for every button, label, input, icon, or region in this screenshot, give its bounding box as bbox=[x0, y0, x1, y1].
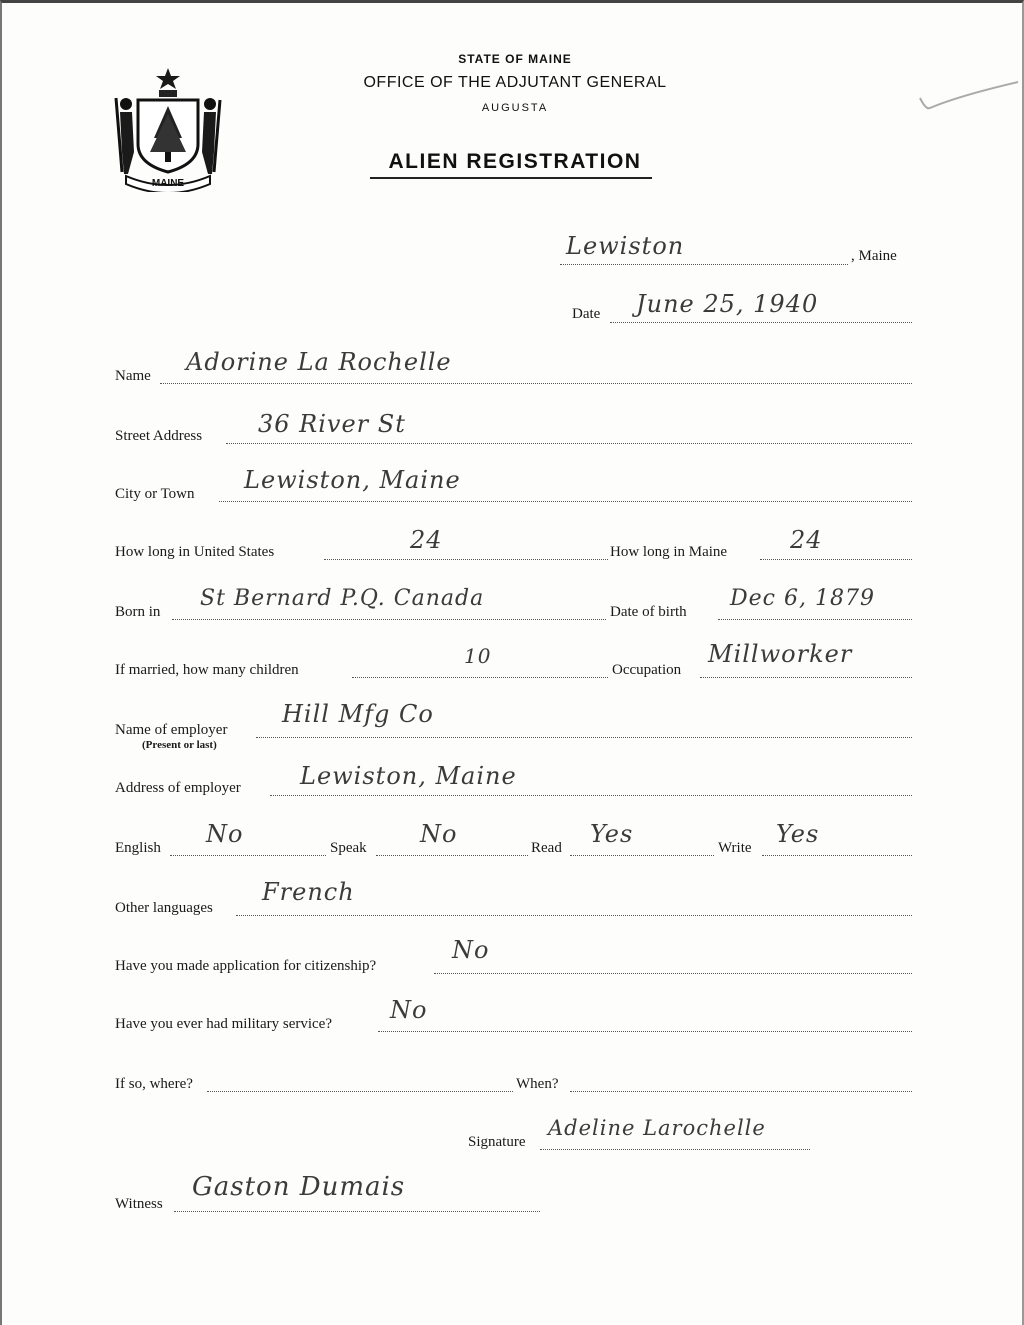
how-long-maine-line bbox=[760, 559, 912, 560]
witness-line bbox=[174, 1211, 540, 1212]
header-office: OFFICE OF THE ADJUTANT GENERAL bbox=[363, 74, 667, 91]
date-of-birth-line bbox=[718, 619, 912, 620]
citizenship-entry: No bbox=[452, 936, 490, 964]
how-long-maine-label: How long in Maine bbox=[610, 544, 728, 560]
children-label: If married, how many children bbox=[115, 662, 299, 678]
name-label: Name bbox=[115, 368, 151, 384]
speak-line bbox=[376, 855, 528, 856]
how-long-us-line bbox=[324, 559, 608, 560]
seal-label: MAINE bbox=[151, 178, 185, 189]
how-long-us-label: How long in United States bbox=[115, 544, 275, 560]
witness-entry: Gaston Dumais bbox=[192, 1172, 406, 1202]
date-of-birth-label: Date of birth bbox=[610, 604, 687, 620]
occupation-entry: Millworker bbox=[708, 640, 853, 668]
write-label: Write bbox=[718, 840, 752, 856]
how-long-us-entry: 24 bbox=[410, 526, 443, 554]
employer-address-label: Address of employer bbox=[115, 780, 241, 796]
occupation-line bbox=[700, 677, 912, 678]
english-entry: No bbox=[206, 820, 244, 848]
name-entry: Adorine La Rochelle bbox=[186, 348, 452, 376]
born-in-entry: St Bernard P.Q. Canada bbox=[200, 586, 485, 611]
military-entry: No bbox=[390, 996, 428, 1024]
city-line bbox=[219, 501, 912, 502]
speak-entry: No bbox=[420, 820, 458, 848]
header-city: AUGUSTA bbox=[481, 102, 549, 114]
maine-label: , Maine bbox=[851, 248, 897, 264]
read-label: Read bbox=[531, 840, 562, 856]
town-line bbox=[560, 264, 848, 265]
town-entry: Lewiston bbox=[566, 232, 685, 260]
speak-label: Speak bbox=[330, 840, 367, 856]
children-line bbox=[352, 677, 608, 678]
city-entry: Lewiston, Maine bbox=[244, 466, 461, 494]
born-in-label: Born in bbox=[115, 604, 161, 620]
employer-address-entry: Lewiston, Maine bbox=[300, 762, 517, 790]
employer-entry: Hill Mfg Co bbox=[282, 700, 434, 728]
citizenship-line bbox=[434, 973, 912, 974]
military-line bbox=[378, 1031, 912, 1032]
date-label: Date bbox=[572, 306, 601, 322]
write-entry: Yes bbox=[776, 820, 820, 848]
street-address-entry: 36 River St bbox=[258, 410, 406, 438]
state-seal-icon bbox=[112, 64, 224, 192]
signature-line bbox=[540, 1149, 810, 1150]
english-line bbox=[170, 855, 326, 856]
english-label: English bbox=[115, 840, 161, 856]
other-languages-label: Other languages bbox=[115, 900, 213, 916]
employer-address-line bbox=[270, 795, 912, 796]
date-line bbox=[610, 322, 912, 323]
street-address-line bbox=[226, 443, 912, 444]
witness-label: Witness bbox=[115, 1196, 163, 1212]
where-line bbox=[207, 1091, 513, 1092]
signature-label: Signature bbox=[468, 1134, 526, 1150]
read-entry: Yes bbox=[590, 820, 634, 848]
date-of-birth-entry: Dec 6, 1879 bbox=[730, 586, 875, 611]
other-languages-entry: French bbox=[262, 878, 355, 906]
date-entry: June 25, 1940 bbox=[636, 290, 819, 318]
born-in-line bbox=[172, 619, 606, 620]
when-label: When? bbox=[516, 1076, 559, 1092]
signature-entry: Adeline Larochelle bbox=[548, 1116, 766, 1140]
header-state: STATE OF MAINE bbox=[458, 52, 572, 66]
title-underline bbox=[370, 177, 652, 179]
employer-label: Name of employer bbox=[115, 722, 228, 738]
read-line bbox=[570, 855, 714, 856]
where-label: If so, where? bbox=[115, 1076, 193, 1092]
occupation-label: Occupation bbox=[612, 662, 682, 678]
check-mark-icon bbox=[918, 80, 1024, 120]
when-line bbox=[570, 1091, 912, 1092]
citizenship-label: Have you made application for citizenship? bbox=[115, 958, 377, 974]
write-line bbox=[762, 855, 912, 856]
other-languages-line bbox=[236, 915, 912, 916]
city-label: City or Town bbox=[115, 486, 195, 502]
street-address-label: Street Address bbox=[115, 428, 203, 444]
employer-line bbox=[256, 737, 912, 738]
children-entry: 10 bbox=[464, 644, 492, 668]
military-label: Have you ever had military service? bbox=[115, 1016, 332, 1032]
form-title: ALIEN REGISTRATION bbox=[388, 150, 642, 173]
name-line bbox=[160, 383, 912, 384]
how-long-maine-entry: 24 bbox=[790, 526, 823, 554]
employer-note: (Present or last) bbox=[142, 739, 217, 751]
